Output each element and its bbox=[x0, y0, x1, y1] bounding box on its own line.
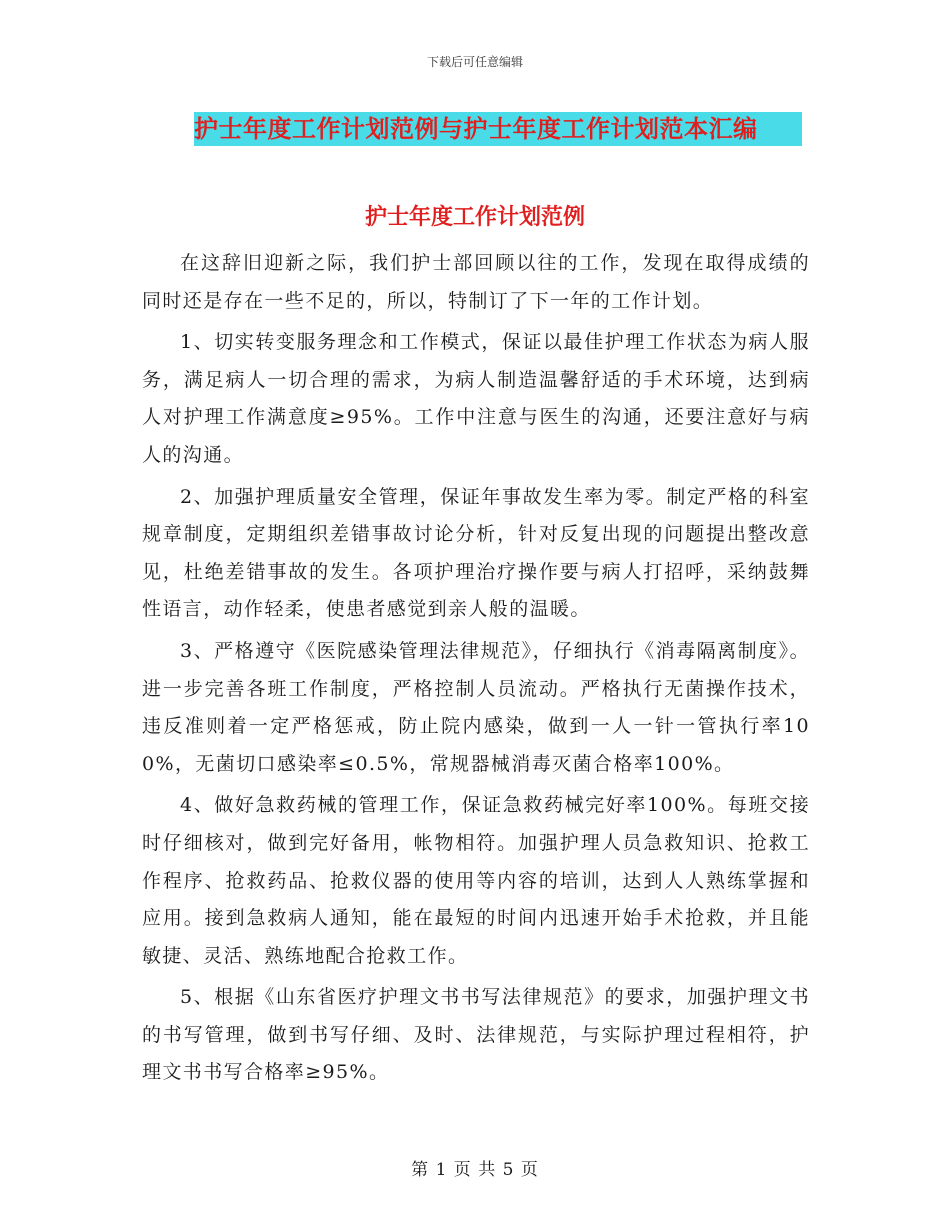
paragraph-item-2: 2、加强护理质量安全管理，保证年事故发生率为零。制定严格的科室规章制度，定期组织差错事故讨论分析，针对反复出现的问题提出整改意见，杜绝差错事故的发生。各项护理治疗操作要与病人打招呼，采纳鼓舞性语言，动作轻柔，使患者感觉到亲人般的温暖。 bbox=[142, 485, 810, 621]
paragraph-item-3: 3、严格遵守《医院感染管理法律规范》，仔细执行《消毒隔离制度》。进一步完善各班工作制度，严格控制人员流动。严格执行无菌操作技术，违反准则着一定严格惩戒，防止院内感染，做到一人一针一管执行率100%，无菌切口感染率≤0.5%，常规器械消毒灭菌合格率100%。 bbox=[142, 639, 810, 775]
page-number-footer: 第 1 页 共 5 页 bbox=[411, 1160, 539, 1180]
document-body bbox=[142, 245, 810, 1096]
paragraph-item-1: 1、切实转变服务理念和工作模式，保证以最佳护理工作状态为病人服务，满足病人一切合理的需求，为病人制造温馨舒适的手术环境，达到病人对护理工作满意度≥95%。工作中注意与医生的沟通，还要注意好与病人的沟通。 bbox=[142, 331, 810, 466]
document-title-highlight bbox=[194, 112, 802, 146]
paragraph-item-5: 5、根据《山东省医疗护理文书书写法律规范》的要求，加强护理文书的书写管理，做到书写仔细、及时、法律规范，与实际护理过程相符，护理文书书写合格率≥95%。 bbox=[142, 986, 810, 1084]
section-title: 护士年度工作计划范例 bbox=[364, 205, 585, 230]
page-header-note: 下载后可任意编辑 bbox=[426, 55, 523, 69]
document-title: 护士年度工作计划范例与护士年度工作计划范本汇编 bbox=[194, 115, 758, 143]
paragraph-item-4: 4、做好急救药械的管理工作，保证急救药械完好率100%。每班交接时仔细核对，做到完好备用，帐物相符。加强护理人员急救知识、抢救工作程序、抢救药品、抢救仪器的使用等内容的培训，达到人人熟练掌握和应用。接到急救病人通知，能在最短的时间内迅速开始手术抢救，并且能敏捷、灵活、熟练地配合抢救工作。 bbox=[142, 794, 810, 967]
paragraph-intro: 在这辞旧迎新之际，我们护士部回顾以往的工作，发现在取得成绩的同时还是存在一些不足的，所以，特制订了下一年的工作计划。 bbox=[142, 252, 810, 312]
